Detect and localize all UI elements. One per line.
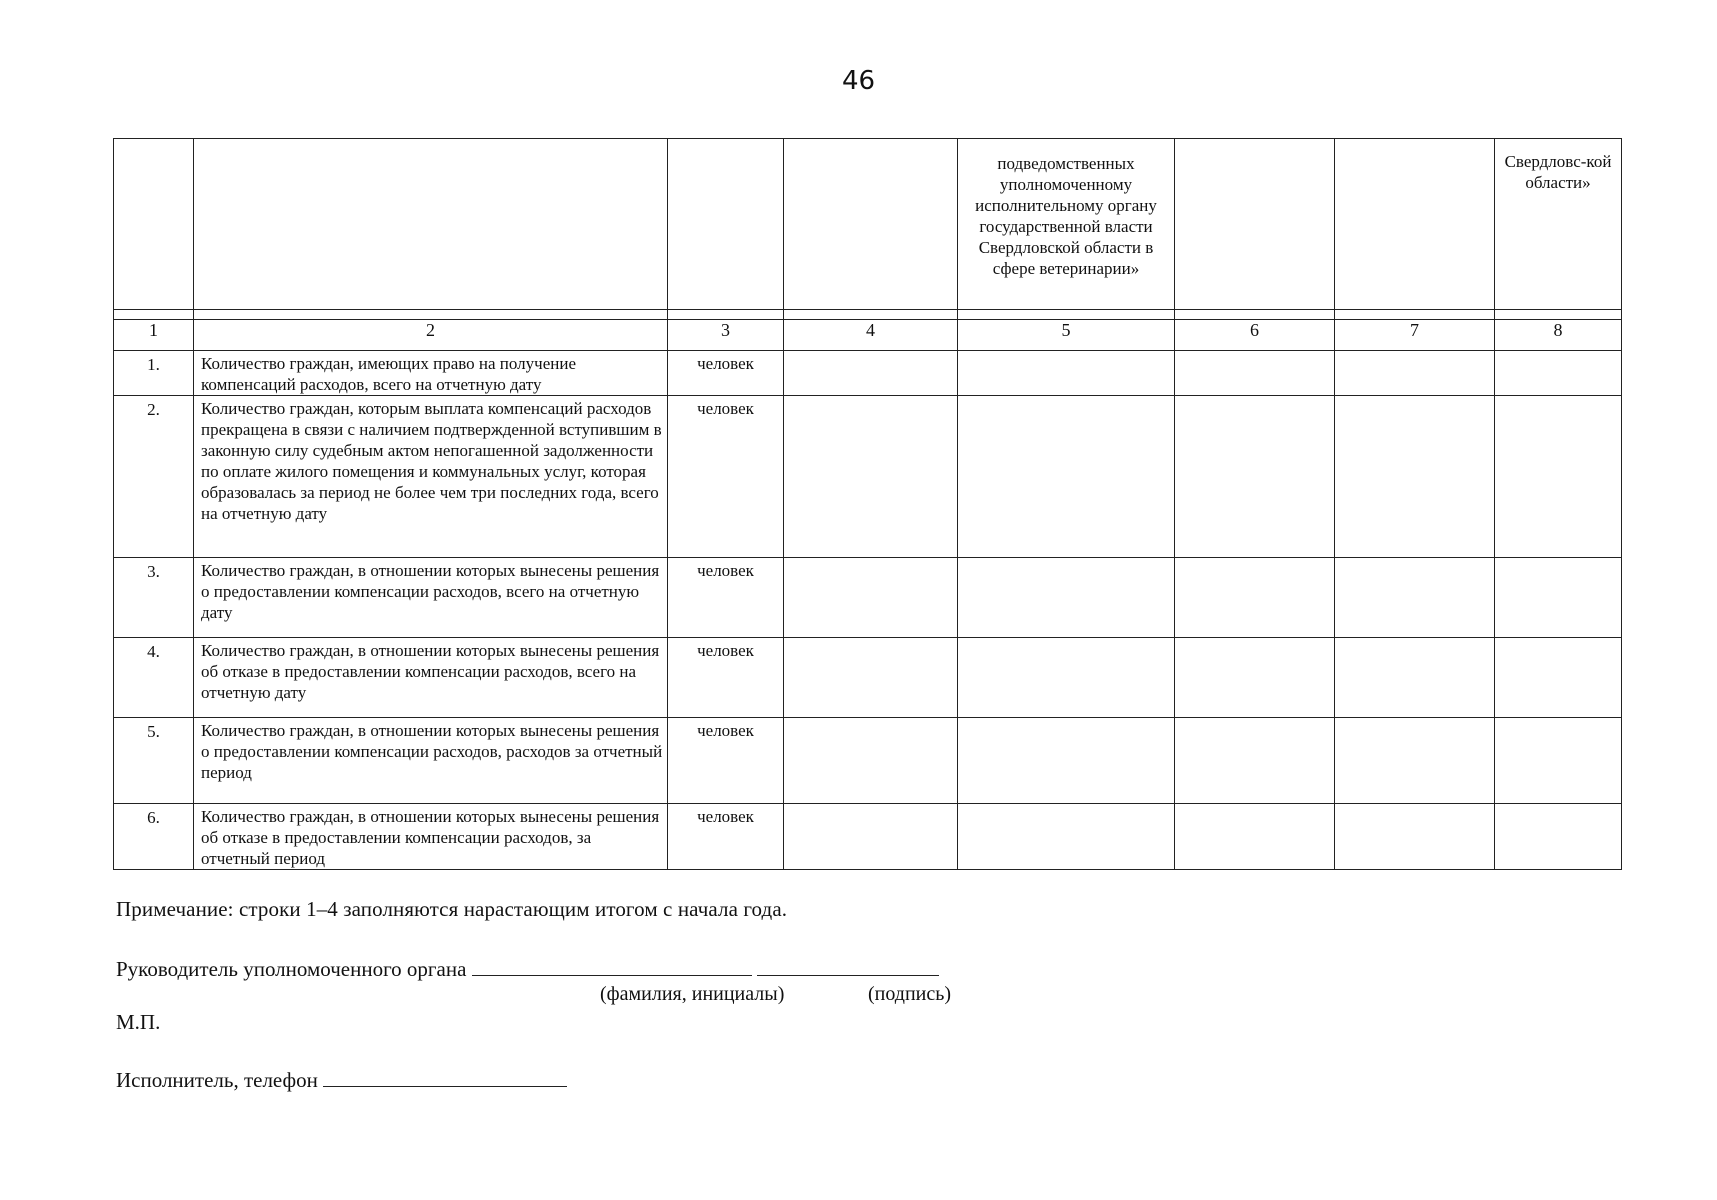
column-number: 4: [784, 310, 958, 351]
row-description: Количество граждан, которым выплата компенсаций расходов прекращена в связи с наличием подтвержденной вступившим в законную силу судебным актом непогашенной задолженности по оплате жилого помещения и коммунальных услуг, которая образовалась за период не более чем три последних года, всего на отчетную дату: [194, 396, 668, 558]
value-cell: [1495, 351, 1622, 396]
value-cell: [1175, 351, 1335, 396]
value-cell: [1335, 718, 1495, 804]
value-cell: [958, 351, 1175, 396]
row-number: 2.: [114, 396, 194, 558]
table-header-continuation: [113, 138, 1622, 320]
value-cell: [1175, 396, 1335, 558]
value-cell: [1175, 718, 1335, 804]
executor-label: Исполнитель, телефон: [116, 1068, 318, 1092]
value-cell: [958, 558, 1175, 638]
header-cell-8: Свердловс-кой области»: [1495, 139, 1622, 320]
stamp-place-label: М.П.: [116, 1010, 161, 1034]
table-row: [114, 718, 1622, 804]
value-cell: [1335, 558, 1495, 638]
value-cell: [1335, 638, 1495, 718]
value-cell: [1335, 804, 1495, 870]
row-number: 3.: [114, 558, 194, 638]
value-cell: [958, 718, 1175, 804]
column-number-row: [114, 310, 1622, 351]
header-cell-7: [1335, 139, 1495, 320]
row-unit: человек: [668, 638, 784, 718]
row-unit: человек: [668, 804, 784, 870]
row-number: 4.: [114, 638, 194, 718]
header-cell-2: [194, 139, 668, 320]
row-description: Количество граждан, имеющих право на получение компенсаций расходов, всего на отчетную дату: [194, 351, 668, 396]
table-row: [114, 396, 1622, 558]
table-row: [114, 351, 1622, 396]
value-cell: [1335, 396, 1495, 558]
value-cell: [1335, 351, 1495, 396]
name-blank: [472, 955, 752, 976]
header-cell-1: [114, 139, 194, 320]
column-number: 1: [114, 310, 194, 351]
signature-blank: [757, 955, 939, 976]
executor-blank: [323, 1066, 567, 1087]
value-cell: [784, 638, 958, 718]
value-cell: [784, 718, 958, 804]
header-cell-6: [1175, 139, 1335, 320]
value-cell: [958, 804, 1175, 870]
caption-name: (фамилия, инициалы): [600, 983, 785, 1005]
caption-signature: (подпись): [868, 983, 952, 1005]
column-number: 3: [668, 310, 784, 351]
page-number: 46: [841, 66, 876, 96]
column-number: 6: [1175, 310, 1335, 351]
row-unit: человек: [668, 351, 784, 396]
table-row: [114, 638, 1622, 718]
table-row: [114, 558, 1622, 638]
header-cell-5: подведомственных уполномоченному исполнительному органу государственной власти Свердловской области в сфере ветеринарии»: [958, 139, 1175, 320]
row-description: Количество граждан, в отношении которых вынесены решения о предоставлении компенсации расходов, расходов за отчетный период: [194, 718, 668, 804]
header-cell-4: [784, 139, 958, 320]
row-description: Количество граждан, в отношении которых вынесены решения о предоставлении компенсации расходов, всего на отчетную дату: [194, 558, 668, 638]
footnote: Примечание: строки 1–4 заполняются нарастающим итогом с начала года.: [116, 897, 788, 921]
row-number: 1.: [114, 351, 194, 396]
row-number: 6.: [114, 804, 194, 870]
value-cell: [1495, 638, 1622, 718]
column-number: 8: [1495, 310, 1622, 351]
value-cell: [958, 396, 1175, 558]
signature-line: [116, 955, 939, 982]
table-row: [114, 804, 1622, 870]
value-cell: [784, 804, 958, 870]
value-cell: [1495, 804, 1622, 870]
column-number: 7: [1335, 310, 1495, 351]
row-description: Количество граждан, в отношении которых вынесены решения об отказе в предоставлении компенсации расходов, за отчетный период: [194, 804, 668, 870]
executor-line: [116, 1066, 567, 1093]
row-number: 5.: [114, 718, 194, 804]
value-cell: [1175, 638, 1335, 718]
column-number: 2: [194, 310, 668, 351]
value-cell: [1495, 558, 1622, 638]
value-cell: [958, 638, 1175, 718]
column-number: 5: [958, 310, 1175, 351]
row-description: Количество граждан, в отношении которых вынесены решения об отказе в предоставлении компенсации расходов, всего на отчетную дату: [194, 638, 668, 718]
head-label: Руководитель уполномоченного органа: [116, 957, 467, 981]
value-cell: [784, 558, 958, 638]
value-cell: [1175, 804, 1335, 870]
header-cell-3: [668, 139, 784, 320]
value-cell: [1495, 718, 1622, 804]
row-unit: человек: [668, 558, 784, 638]
value-cell: [1175, 558, 1335, 638]
value-cell: [784, 351, 958, 396]
value-cell: [784, 396, 958, 558]
row-unit: человек: [668, 396, 784, 558]
row-unit: человек: [668, 718, 784, 804]
report-table: [113, 309, 1622, 870]
value-cell: [1495, 396, 1622, 558]
